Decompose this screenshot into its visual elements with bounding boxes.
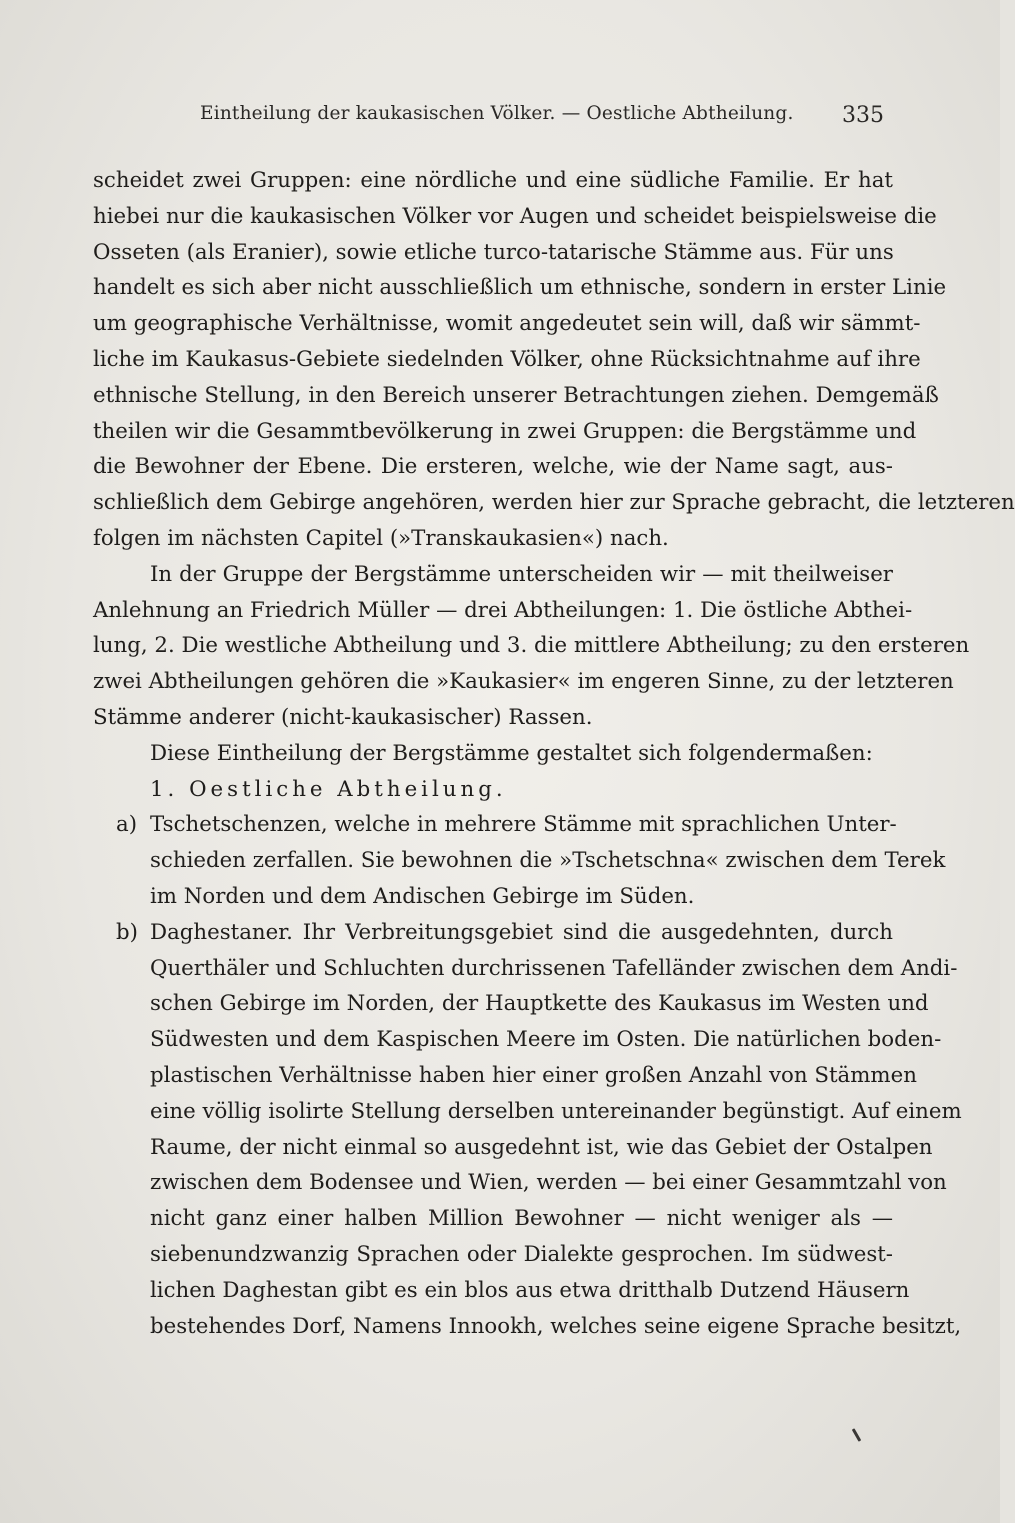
text-line: im Norden und dem Andischen Gebirge im Süden.	[150, 883, 695, 909]
text-line: Osseten (als Eranier), sowie etliche turco-tatarische Stämme aus. Für uns	[93, 239, 894, 265]
running-head	[150, 103, 890, 137]
text-line: lung, 2. Die westliche Abtheilung und 3. die mittlere Abtheilung; zu den ersteren	[93, 633, 970, 659]
text-line: plastischen Verhältnisse haben hier einer großen Anzahl von Stämmen	[150, 1062, 917, 1088]
text-line: Daghestaner. Ihr Verbreitungsgebiet sind die ausgedehnten, durch	[150, 919, 893, 945]
text-line: liche im Kaukasus-Gebiete siedelnden Völker, ohne Rücksichtnahme auf ihre	[93, 346, 921, 372]
text-line: Stämme anderer (nicht-kaukasischer) Rassen.	[93, 704, 593, 730]
text-line: bestehendes Dorf, Namens Innookh, welches seine eigene Sprache besitzt,	[150, 1313, 962, 1339]
text-line: ethnische Stellung, in den Bereich unserer Betrachtungen ziehen. Demgemäß	[93, 382, 939, 408]
text-line: siebenundzwanzig Sprachen oder Dialekte gesprochen. Im südwest-	[150, 1241, 893, 1267]
text-line: handelt es sich aber nicht ausschließlich um ethnische, sondern in erster Linie	[93, 275, 947, 301]
text-line: theilen wir die Gesammtbevölkerung in zwei Gruppen: die Bergstämme und	[93, 418, 917, 444]
paragraph-2	[93, 557, 970, 736]
list-item-b	[93, 915, 962, 1345]
text-line: die Bewohner der Ebene. Die ersteren, welche, wie der Name sagt, aus-	[93, 454, 893, 480]
text-line: Tschetschenzen, welche in mehrere Stämme mit sprachlichen Unter-	[150, 812, 897, 838]
text-line: In der Gruppe der Bergstämme unterscheiden wir — mit theilweiser	[150, 561, 893, 587]
list-item-a	[93, 807, 946, 914]
text-line: schließlich dem Gebirge angehören, werden hier zur Sprache gebracht, die letzteren	[93, 490, 1015, 516]
text-line: lichen Daghestan gibt es ein blos aus etwa dritthalb Dutzend Häusern	[150, 1277, 910, 1303]
section-heading: 1. Oestliche Abtheilung.	[150, 776, 507, 802]
text-line: Anlehnung an Friedrich Müller — drei Abtheilungen: 1. Die östliche Abthei-	[93, 597, 913, 623]
text-line: eine völlig isolirte Stellung derselben untereinander begünstigt. Auf einem	[150, 1098, 962, 1124]
text-line: nicht ganz einer halben Million Bewohner — nicht weniger als —	[150, 1206, 893, 1232]
text-line: folgen im nächsten Capitel (»Transkaukasien«) nach.	[93, 525, 669, 551]
body-text	[93, 163, 1015, 1344]
page-number: 335	[842, 103, 884, 128]
text-line: hiebei nur die kaukasischen Völker vor Augen und scheidet beispielsweise die	[93, 203, 937, 229]
text-line: Querthäler und Schluchten durchrissenen Tafelländer zwischen dem Andi-	[150, 955, 958, 981]
text-line: schieden zerfallen. Sie bewohnen die »Tschetschna« zwischen dem Terek	[150, 848, 946, 874]
paragraph-3	[93, 736, 893, 772]
paragraph-1	[93, 163, 1015, 557]
text-line: Raume, der nicht einmal so ausgedehnt ist, wie das Gebiet der Ostalpen	[150, 1134, 933, 1160]
text-line: scheidet zwei Gruppen: eine nördliche und eine südliche Familie. Er hat	[93, 168, 893, 193]
ink-speck	[852, 1428, 862, 1442]
list-label: a)	[116, 812, 138, 838]
text-line: um geographische Verhältnisse, womit angedeutet sein will, daß wir sämmt-	[93, 311, 921, 337]
text-line: zwischen dem Bodensee und Wien, werden — bei einer Gesammtzahl von	[150, 1170, 947, 1196]
text-line: zwei Abtheilungen gehören die »Kaukasier« im engeren Sinne, zu der letzteren	[93, 669, 954, 695]
text-line: schen Gebirge im Norden, der Hauptkette des Kaukasus im Westen und	[150, 991, 929, 1017]
list-label: b)	[116, 919, 138, 945]
text-line: Diese Eintheilung der Bergstämme gestaltet sich folgendermaßen:	[150, 740, 873, 766]
running-title: Eintheilung der kaukasischen Völker. — Oestliche Abtheilung.	[200, 103, 794, 124]
text-line: Südwesten und dem Kaspischen Meere im Osten. Die natürlichen boden-	[150, 1027, 942, 1053]
